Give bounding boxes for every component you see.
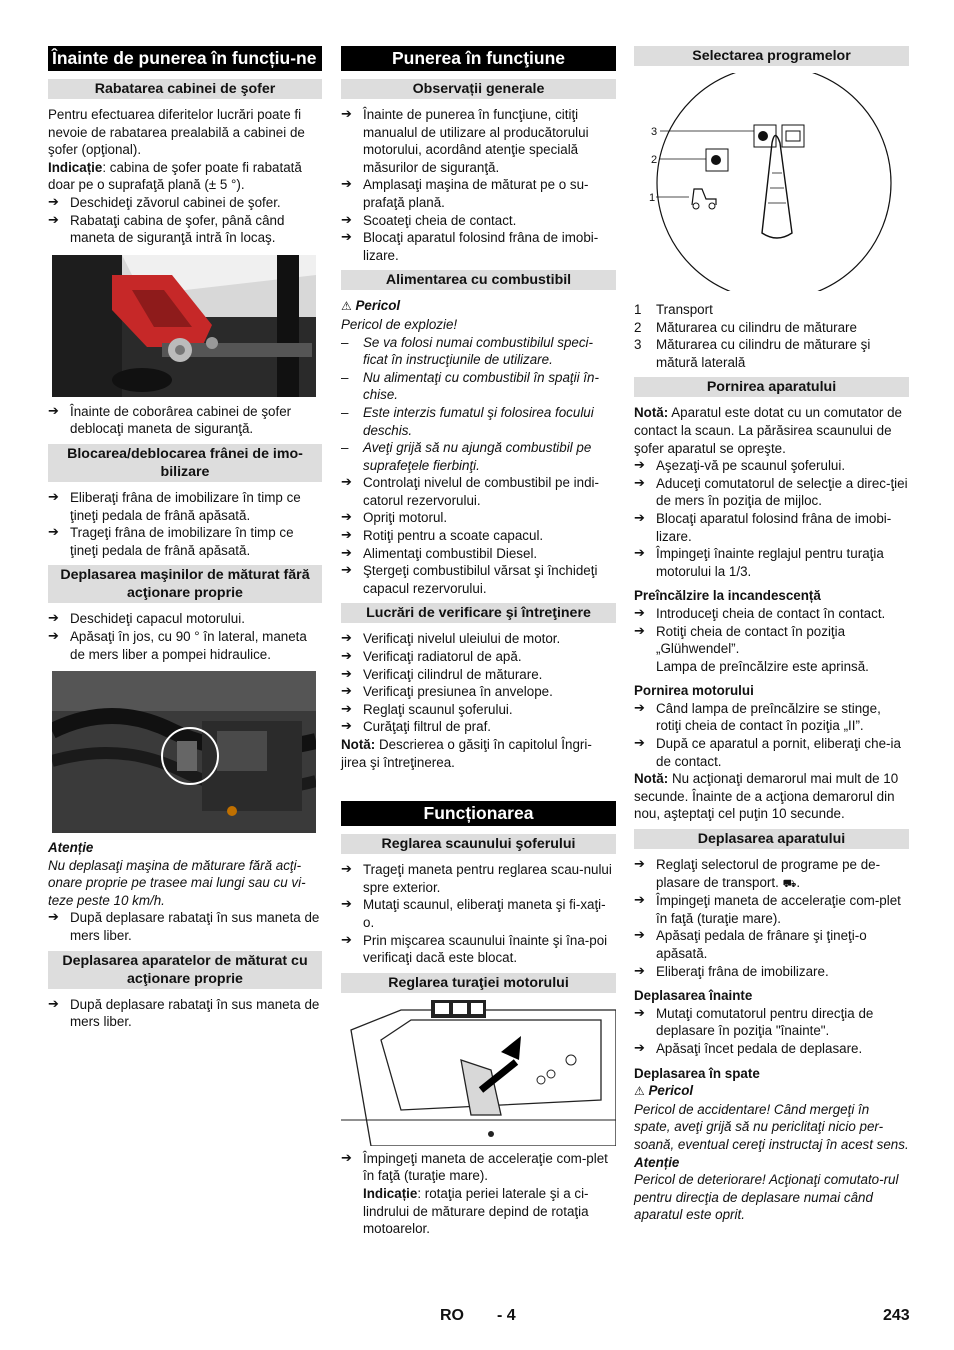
step: ➔ Blocaţi aparatul folosind frâna de imobi-lizare. (634, 510, 909, 545)
selector-knob (762, 136, 792, 239)
step: ➔ După ce aparatul a pornit, eliberaţi che-ia de contact. (634, 735, 909, 770)
subsection-heading: Deplasarea aparatelor de măturat cu acţionare proprie (48, 951, 322, 989)
step: ➔ Apăsaţi în jos, cu 90 ° în lateral, maneta de mers liber a pompei hidraulice. (48, 628, 322, 663)
step: ➔ Înainte de punerea în funcţiune, citiţi manualul de utilizare al producătorului motorului, acordând atenţie specială măsurilor de siguranţă. (341, 106, 616, 176)
note: Notă: Aparatul este dotat cu un comutator de contact la scaun. La părăsirea scaunului de şofer aparatul se opreşte. (634, 405, 902, 456)
subsection-heading: Rabatarea cabinei de şofer (48, 79, 322, 99)
step: ➔ Apăsaţi pedala de frânare şi ţineţi-o apăsată. (634, 927, 909, 962)
step: ➔ Trageţi maneta pentru reglarea scau-nului spre exterior. (341, 861, 616, 896)
sub-heading: Preîncălzire la incandescență (634, 588, 821, 604)
step: ➔ Mutaţi comutatorul pentru direcţia de deplasare în poziţia "înainte". (634, 1005, 909, 1040)
danger-text: Pericol de explozie! (341, 316, 458, 332)
paragraph: Pentru efectuarea diferitelor lucrări poate fi nevoie de rabatarea prealabilă a cabinei de şofer (opţional). (48, 107, 305, 158)
sub-heading: Deplasarea în spate (634, 1065, 760, 1081)
legend-item: 1 Transport (634, 302, 713, 317)
legend-item: 3 Măturarea cu cilindru de măturare şi mătură laterală (634, 337, 871, 370)
footer-page-number: 243 (883, 1307, 910, 1324)
step: ➔ Blocaţi aparatul folosind frâna de imobi-lizare. (341, 229, 616, 264)
callout-3: 3 (651, 126, 658, 138)
step: ➔ Trageţi frâna de imobilizare în timp ce ţineţi pedala de frână apăsată. (48, 524, 322, 559)
section-title: Punerea în funcţiune (341, 46, 616, 71)
danger-label: ⚠ Pericol (634, 1083, 694, 1099)
step: ➔ Eliberaţi frâna de imobilizare. (634, 963, 909, 981)
column-3 (634, 46, 909, 1224)
step: ➔ Rotiţi cheia de contact în poziţia „Glühwendel”. (634, 623, 909, 658)
step: ➔ Curăţaţi filtrul de praf. (341, 718, 616, 736)
result: Lampa de preîncălzire este aprinsă. (656, 658, 869, 674)
callout-1: 1 (649, 192, 656, 204)
step: ➔ Opriţi motorul. (341, 509, 616, 527)
section-title: Înainte de punerea în funcțiu-ne (48, 46, 322, 71)
subsection-heading: Observații generale (341, 79, 616, 99)
step: ➔ După deplasare rabataţi în sus maneta de mers liber. (48, 909, 322, 944)
transport-icon: ⛟ (782, 876, 797, 890)
section-title: Funcționarea (341, 801, 616, 826)
footer-language: RO (440, 1307, 464, 1324)
step: ➔ Împingeţi maneta de acceleraţie com-plet în faţă (turaţie mare). (634, 892, 909, 927)
note: Notă: Nu acţionaţi demarorul mai mult de 10 secunde. Înainte de a acţiona demarorul din nou, aşteptaţi cel puţin 10 secunde. (634, 771, 899, 822)
subsection-heading: Selectarea programelor (634, 46, 909, 66)
note: Indicație: cabina de şofer poate fi rabatată doar pe o suprafaţă plană (± 5 °). (48, 159, 302, 193)
step: ➔ Alimentaţi combustibil Diesel. (341, 545, 616, 563)
note: Notă: Descrierea o găsiţi în capitolul Îngri-jirea şi întreţinerea. (341, 737, 592, 770)
sub-heading: Deplasarea înainte (634, 988, 753, 1004)
step: ➔ Controlaţi nivelul de combustibil pe indi-catorul rezervorului. (341, 474, 616, 509)
step: ➔ Împingeţi maneta de acceleraţie com-plet în faţă (turaţie mare). (341, 1150, 616, 1185)
dash-item: – Este interzis fumatul şi folosirea focului deschis. (341, 404, 616, 439)
warning-triangle-icon: ⚠ (341, 299, 352, 314)
subsection-heading: Alimentarea cu combustibil (341, 270, 616, 290)
dash-item: – Se va folosi numai combustibilul speci-ficat în instrucţiunile de utilizare. (341, 334, 616, 369)
subsection-heading: Lucrări de verificare şi întreţinere (341, 603, 616, 623)
step: ➔ Verificaţi nivelul uleiului de motor. (341, 630, 616, 648)
subsection-heading: Blocarea/deblocarea frânei de imo-bilizare (48, 444, 322, 482)
throttle-illustration (341, 1000, 616, 1146)
danger-label: ⚠ Pericol (341, 298, 401, 314)
step: ➔ Introduceţi cheia de contact în contact. (634, 605, 909, 623)
subsection-heading: Deplasarea aparatului (634, 829, 909, 849)
column-1 (48, 46, 322, 1031)
step: ➔ Amplasaţi maşina de măturat pe o su-prafaţă plană. (341, 176, 616, 211)
subsection-heading: Deplasarea maşinilor de măturat fără acţionare proprie (48, 565, 322, 603)
step: ➔ Înainte de coborârea cabinei de şofer deblocaţi maneta de siguranţă. (48, 403, 322, 438)
cabin-lever-photo (52, 255, 316, 397)
step: ➔ Rabataţi cabina de şofer, până când maneta de siguranţă intră în locaş. (48, 212, 322, 247)
step: ➔ Când lampa de preîncălzire se stinge, rotiţi cheia de contact în poziţia „II”. (634, 700, 909, 735)
step: ➔ Prin mişcarea scaunului înainte şi îna-poi verificaţi dacă este blocat. (341, 932, 616, 967)
footer-page-code: - 4 (497, 1307, 516, 1324)
caution-label: Atenție (48, 840, 94, 856)
callout-2: 2 (651, 154, 658, 166)
warning-triangle-icon: ⚠ (634, 1084, 645, 1099)
step: ➔ După deplasare rabataţi în sus maneta de mers liber. (48, 996, 322, 1031)
step: ➔ Reglaţi selectorul de programe pe de-plasare de transport. ⛟. (634, 856, 909, 892)
caution-text: Pericol de deteriorare! Acţionaţi comutato-rul pentru direcţia de deplasare numai când aparatul este oprit. (634, 1172, 899, 1223)
step: ➔ Rotiţi pentru a scoate capacul. (341, 527, 616, 545)
step: ➔ Deschideţi capacul motorului. (48, 610, 322, 628)
step: ➔ Mutaţi scaunul, eliberaţi maneta şi fi-xaţi-o. (341, 896, 616, 931)
legend-item: 2 Măturarea cu cilindru de măturare (634, 319, 857, 335)
step: ➔ Verificaţi cilindrul de măturare. (341, 666, 616, 684)
subsection-heading: Reglarea turaţiei motorului (341, 973, 616, 993)
step: ➔ Ştergeţi combustibilul vărsat şi închideţi capacul rezervorului. (341, 562, 616, 597)
dash-item: – Aveţi grijă să nu ajungă combustibil pe suprafeţele fierbinţi. (341, 439, 616, 474)
step: ➔ Aşezaţi-vă pe scaunul şoferului. (634, 457, 909, 475)
program-selector-diagram (634, 73, 909, 291)
step: ➔ Eliberaţi frâna de imobilizare în timp ce ţineţi pedala de frână apăsată. (48, 489, 322, 524)
hydraulic-pump-photo (52, 671, 316, 833)
note: Indicație: rotaţia periei laterale şi a ci-lindrului de măturare depind de rotaţia motoarelor. (363, 1185, 589, 1237)
transport-icon (690, 186, 716, 209)
caution-text: Nu deplasaţi maşina de măturare fără acţi-onare proprie pe trasee mai lungi sau cu vi-teze peste 10 km/h. (48, 857, 306, 908)
step: ➔ Aduceţi comutatorul de selecţie a direc-ţiei de mers în poziţia de mijloc. (634, 475, 909, 510)
sweep-roller-icon (706, 149, 728, 171)
step: ➔ Deschideţi zăvorul cabinei de şofer. (48, 194, 322, 212)
caution-label: Atenție (634, 1154, 680, 1170)
step: ➔ Reglaţi scaunul şoferului. (341, 701, 616, 719)
step: ➔ Împingeţi înainte reglajul pentru turaţia motorului la 1/3. (634, 545, 909, 580)
step: ➔ Verificaţi radiatorul de apă. (341, 648, 616, 666)
step: ➔ Verificaţi presiunea în anvelope. (341, 683, 616, 701)
danger-text: Pericol de accidentare! Când mergeţi în spate, aveţi grijă să nu periclitaţi nicio per-soană, eventual cereţi instructaj în acest sens. (634, 1101, 909, 1152)
step: ➔ Apăsaţi încet pedala de deplasare. (634, 1040, 909, 1058)
subsection-heading: Pornirea aparatului (634, 377, 909, 397)
sub-heading: Pornirea motorului (634, 683, 754, 699)
column-2 (341, 46, 616, 1238)
dash-item: – Nu alimentaţi cu combustibil în spaţii în-chise. (341, 369, 616, 404)
step: ➔ Scoateţi cheia de contact. (341, 212, 616, 230)
subsection-heading: Reglarea scaunului şoferului (341, 834, 616, 854)
